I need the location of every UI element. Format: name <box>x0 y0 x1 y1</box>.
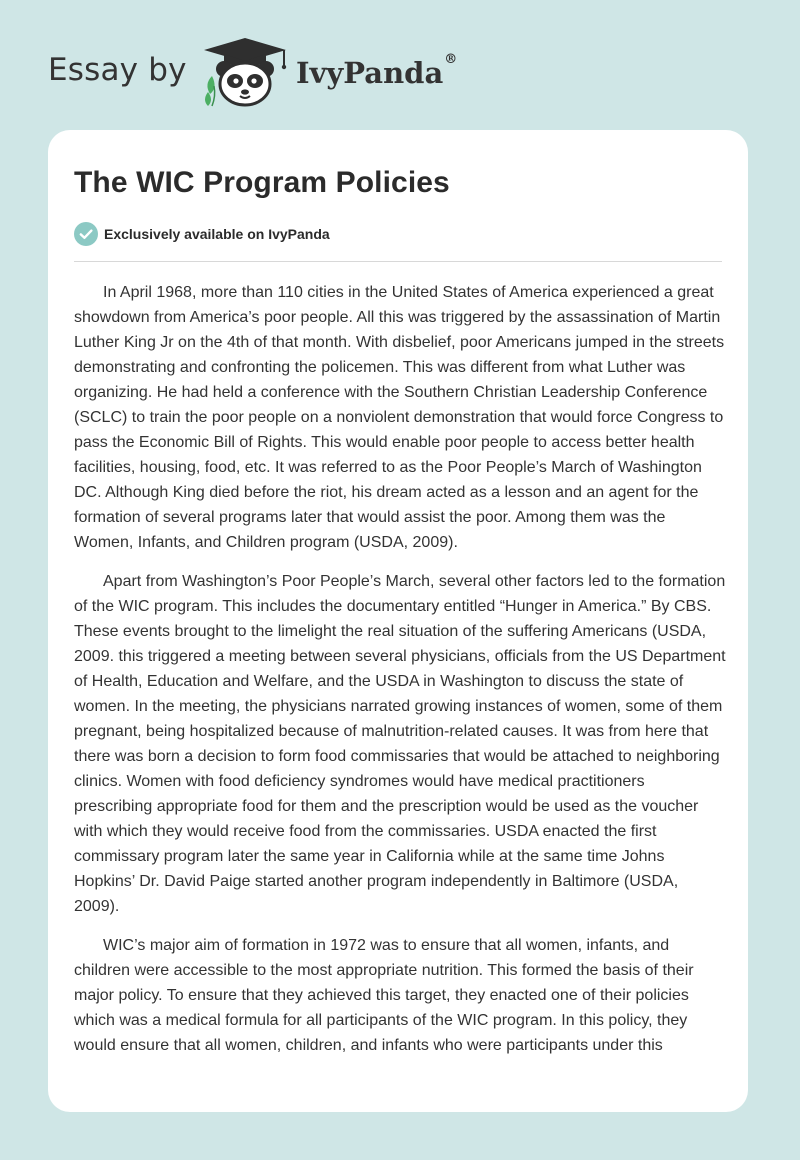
divider <box>74 261 722 262</box>
exclusive-badge <box>74 222 330 246</box>
brand-name[interactable] <box>296 52 458 90</box>
essay-body <box>74 280 726 1072</box>
exclusive-badge-label: Exclusively available on IvyPanda <box>104 226 330 242</box>
page-title: The WIC Program Policies <box>74 166 450 199</box>
brand-name-text: IvyPanda <box>296 56 444 90</box>
paragraph: Apart from Washington’s Poor People’s March, several other factors led to the formation of the WIC program. This includes the documentary entitled “Hunger in America.” By CBS. These events brought to the limelight the real situation of the suffering Americans (USDA, 2009. this triggered a meeting between several physicians, officials from the US Department of Health, Education and Welfare, and the USDA in Washington to discuss the state of women. In the meeting, the physicians narrated growing instances of women, some of them pregnant, being hospitalized because of malnutrition-related causes. It was from here that there was born a decision to form food commissaries that would be attached to neighboring clinics. Women with food deficiency syndromes would have medical practitioners prescribing appropriate food for them and the prescription would be used as the voucher with which they would receive food from the commissaries. USDA enacted the first commissary program later the same year in California while at the same time Johns Hopkins’ Dr. David Paige started another program independently in Baltimore (USDA, 2009). <box>74 573 726 915</box>
ivypanda-logo-icon[interactable] <box>200 36 290 108</box>
paragraph: WIC’s major aim of formation in 1972 was to ensure that all women, infants, and children were accessible to the most appropriate nutrition. This formed the basis of their major policy. To ensure that they achieved this target, they enacted one of their policies which was a medical formula for all participants of the WIC program. In this policy, they would ensure that all women, children, and infants who were participants under this <box>74 937 694 1054</box>
essay-by-label: Essay by <box>48 52 187 88</box>
essay-card <box>48 130 748 1112</box>
site-header <box>0 0 800 130</box>
check-circle-icon <box>74 222 98 246</box>
registered-mark: ® <box>444 52 458 67</box>
paragraph: In April 1968, more than 110 cities in the United States of America experienced a great showdown from America’s poor people. All this was triggered by the assassination of Martin Luther King Jr on the 4th of that month. With disbelief, poor Americans jumped in the streets demonstrating and confronting the policemen. This was different from what Luther was organizing. He had held a conference with the Southern Christian Leadership Conference (SCLC) to train the poor people on a nonviolent demonstration that would force Congress to pass the Economic Bill of Rights. This would enable poor people to access better health facilities, housing, food, etc. It was referred to as the Poor People’s March of Washington DC. Although King died before the riot, his dream acted as a lesson and an agent for the formation of several programs later that would assist the poor. Among them was the Women, Infants, and Children program (USDA, 2009). <box>74 284 725 551</box>
